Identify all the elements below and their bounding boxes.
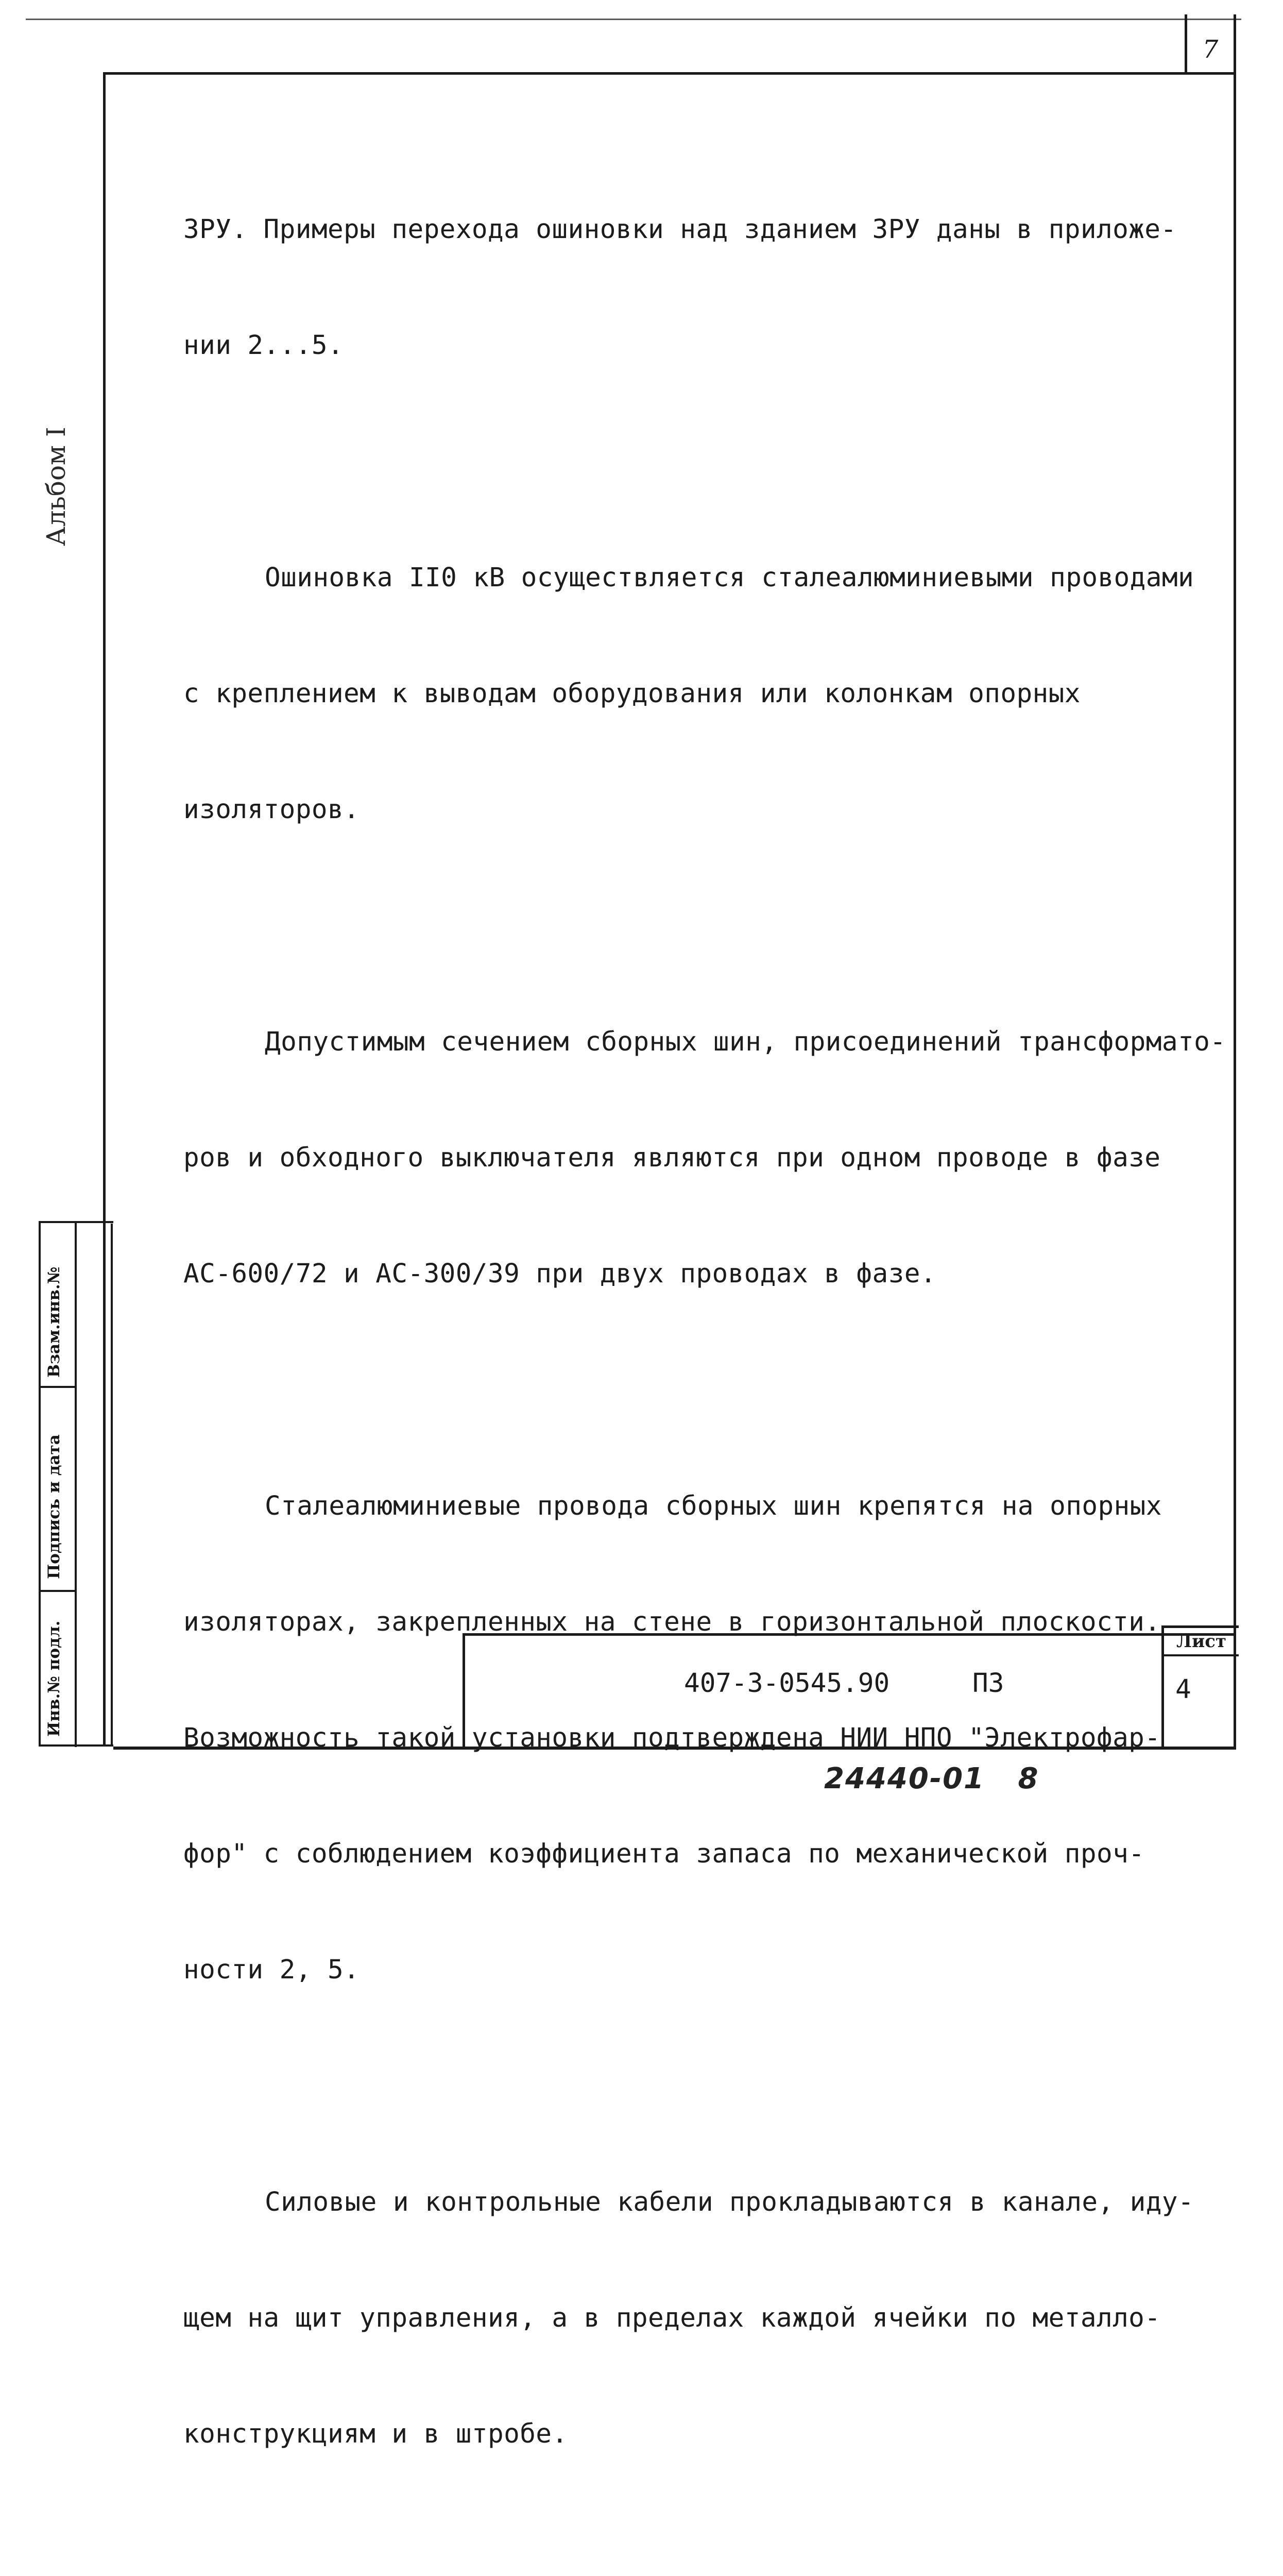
- text-line: с креплением к выводам оборудования или колонкам опорных: [183, 679, 1081, 709]
- album-label: Альбом I: [41, 427, 71, 546]
- document-body: [183, 133, 1226, 2576]
- paragraph-6: [183, 2570, 1213, 2576]
- handwritten-inventory-note: 24440-01 8: [824, 1762, 1039, 1795]
- text-line: ности 2, 5.: [183, 1955, 360, 1985]
- text-line: Ошиновка II0 кВ осуществляется сталеалюминиевыми проводами: [265, 563, 1194, 593]
- text-line: Допустимым сечением сборных шин, присоединений трансформато-: [265, 1027, 1226, 1057]
- sheet-corner-box: [1185, 14, 1236, 72]
- sheet-number: 4: [1175, 1674, 1191, 1705]
- stamp-cell-inv-podl: [41, 1590, 77, 1747]
- text-line: изоляторов.: [183, 794, 360, 825]
- text-line: щем на щит управления, а в пределах каждой ячейки по металло-: [183, 2303, 1161, 2333]
- sheet-number-box: [1161, 1625, 1239, 1747]
- text-line: ров и обходного выключателя являются при одном проводе в фазе: [183, 1143, 1161, 1173]
- text-line: Силовые и контрольные кабели прокладываются в канале, иду-: [265, 2187, 1194, 2217]
- document-code: 407-3-0545.90: [684, 1668, 890, 1699]
- stamp-cell-podpis-data: [41, 1386, 77, 1592]
- stamp-podpis-data: Подпись и дата: [45, 1434, 63, 1579]
- text-line: АС-600/72 и АС-300/39 при двух проводах в фазе.: [183, 1259, 936, 1289]
- stamp-inv-podl: Инв.№ подл.: [45, 1620, 63, 1737]
- stamp-vzam-inv: Взам.инв.№: [45, 1266, 63, 1378]
- sheet-corner-number: 7: [1202, 35, 1219, 64]
- text-line: конструкциям и в штробе.: [183, 2419, 568, 2449]
- title-block: [463, 1633, 1236, 1747]
- top-edge-line: [26, 19, 1241, 20]
- text-line: фор" с соблюдением коэффициента запаса по механической проч-: [183, 1839, 1145, 1869]
- margin-stamp-column: [39, 1221, 113, 1747]
- text-line: нии 2...5.: [183, 330, 344, 361]
- paragraph-2: [183, 481, 1213, 906]
- stamp-cell-vzam-inv: [41, 1223, 77, 1388]
- text-line: Сталеалюминиевые провода сборных шин крепятся на опорных: [265, 1491, 1162, 1521]
- text-line: изоляторах, закрепленных на стене в горизонтальной плоскости.: [183, 1607, 1161, 1637]
- paragraph-5: [183, 2106, 1213, 2531]
- paragraph-3: [183, 945, 1226, 1370]
- document-type: ПЗ: [972, 1668, 1004, 1699]
- paragraph-1: [183, 133, 1213, 442]
- sheet-label: Лист: [1164, 1625, 1239, 1656]
- text-line: Возможность такой установки подтверждена НИИ НПО "Электрофар-: [183, 1723, 1161, 1753]
- text-line: ЗРУ. Примеры перехода ошиновки над зданием ЗРУ даны в приложе-: [183, 214, 1177, 245]
